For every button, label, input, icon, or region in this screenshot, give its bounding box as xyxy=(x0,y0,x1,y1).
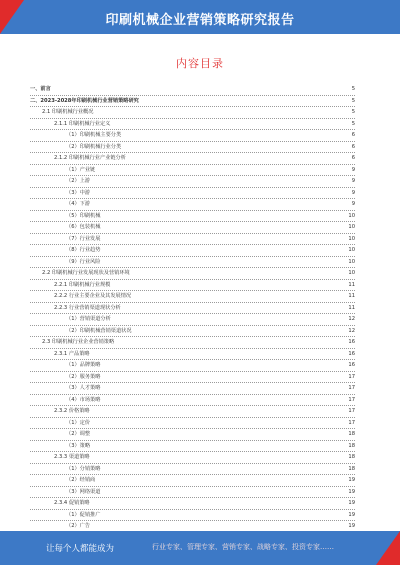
toc-entry-page: 10 xyxy=(347,257,355,268)
toc-entry-page: 17 xyxy=(347,372,355,383)
toc-entry-label: （4）市场策略 xyxy=(66,395,101,406)
toc-entry-label: 2.3.2 价格策略 xyxy=(54,406,91,417)
toc-entry[interactable] xyxy=(30,498,355,510)
toc-entry-label: 2.1 印刷机械行业概况 xyxy=(42,107,94,118)
toc-entry-label: （2）服务策略 xyxy=(66,372,101,383)
toc-entry[interactable] xyxy=(30,268,355,280)
toc-entry-page: 11 xyxy=(347,280,355,291)
toc-entry-page: 5 xyxy=(351,96,355,107)
toc-entry[interactable] xyxy=(30,395,355,407)
toc-entry-page: 19 xyxy=(347,510,355,521)
toc-entry-label: （1）营销渠道分析 xyxy=(66,314,112,325)
toc-entry-page: 10 xyxy=(347,222,355,233)
toc-entry[interactable] xyxy=(30,303,355,315)
toc-entry[interactable] xyxy=(30,314,355,326)
toc-entry[interactable] xyxy=(30,199,355,211)
toc-entry-label: 2.1.2 印刷机械行业产业链分析 xyxy=(54,153,127,164)
toc-entry[interactable] xyxy=(30,475,355,487)
toc-entry-page: 18 xyxy=(347,441,355,452)
toc-entry-label: （2）经销商 xyxy=(66,475,96,486)
toc-entry-label: （1）定价 xyxy=(66,418,91,429)
toc-entry[interactable] xyxy=(30,349,355,361)
toc-entry-label: 2.3 印刷机械行业企业营销策略 xyxy=(42,337,115,348)
toc-entry-label: （2）调整 xyxy=(66,429,91,440)
toc-entry-label: （3）策略 xyxy=(66,441,91,452)
toc-entry-page: 9 xyxy=(351,199,355,210)
toc-entry-page: 5 xyxy=(351,84,355,95)
toc-entry[interactable] xyxy=(30,418,355,430)
toc-entry[interactable] xyxy=(30,130,355,142)
toc-entry-label: （1）促销推广 xyxy=(66,510,101,521)
toc-entry-page: 18 xyxy=(347,464,355,475)
toc-entry[interactable] xyxy=(30,142,355,154)
toc-entry-page: 12 xyxy=(347,314,355,325)
toc-entry-page: 5 xyxy=(351,119,355,130)
toc-entry-page: 19 xyxy=(347,521,355,532)
toc-entry-page: 16 xyxy=(347,349,355,360)
footer-slogan: 让每个人都能成为 xyxy=(46,544,115,554)
toc-entry-label: 2.3.3 渠道策略 xyxy=(54,452,91,463)
toc-entry-label: 一、前言 xyxy=(30,84,52,95)
toc-entry-page: 17 xyxy=(347,406,355,417)
table-of-contents xyxy=(30,84,355,544)
toc-entry[interactable] xyxy=(30,441,355,453)
toc-entry-label: 二、2023-2028年印刷机械行业营销策略研究 xyxy=(30,96,140,107)
toc-entry-label: （1）分销策略 xyxy=(66,464,101,475)
toc-entry[interactable] xyxy=(30,406,355,418)
toc-entry-label: （2）上游 xyxy=(66,176,91,187)
toc-entry-label: （6）包装机械 xyxy=(66,222,101,233)
toc-entry-page: 10 xyxy=(347,211,355,222)
toc-heading: 内容目录 xyxy=(176,57,224,70)
toc-entry-page: 16 xyxy=(347,360,355,371)
toc-entry-label: （1）印刷机械主要分类 xyxy=(66,130,122,141)
toc-entry[interactable] xyxy=(30,257,355,269)
header-banner xyxy=(0,0,400,34)
toc-entry[interactable] xyxy=(30,429,355,441)
toc-entry-page: 19 xyxy=(347,487,355,498)
footer-red-triangle xyxy=(376,531,400,565)
toc-entry-page: 6 xyxy=(351,142,355,153)
toc-entry[interactable] xyxy=(30,487,355,499)
toc-entry-page: 17 xyxy=(347,383,355,394)
toc-entry-page: 18 xyxy=(347,429,355,440)
toc-entry[interactable] xyxy=(30,107,355,119)
toc-entry-label: （8）行业趋势 xyxy=(66,245,101,256)
toc-entry-label: （2）广告 xyxy=(66,521,91,532)
toc-entry-page: 18 xyxy=(347,452,355,463)
toc-entry-page: 9 xyxy=(351,165,355,176)
toc-entry-page: 10 xyxy=(347,245,355,256)
toc-entry-label: 2.2 印刷机械行业发展现状及营销环境 xyxy=(42,268,131,279)
toc-entry[interactable] xyxy=(30,245,355,257)
toc-entry[interactable] xyxy=(30,176,355,188)
toc-entry-label: 2.3.4 促销策略 xyxy=(54,498,91,509)
toc-entry[interactable] xyxy=(30,211,355,223)
toc-entry-label: （3）网络渠道 xyxy=(66,487,101,498)
toc-entry[interactable] xyxy=(30,337,355,349)
toc-entry-page: 19 xyxy=(347,498,355,509)
toc-entry-label: （3）人才策略 xyxy=(66,383,101,394)
toc-entry-label: （4）下游 xyxy=(66,199,91,210)
toc-entry[interactable] xyxy=(30,360,355,372)
toc-entry[interactable] xyxy=(30,222,355,234)
toc-entry-page: 17 xyxy=(347,418,355,429)
toc-entry[interactable] xyxy=(30,383,355,395)
toc-entry-label: 2.1.1 印刷机械行业定义 xyxy=(54,119,111,130)
toc-entry-page: 6 xyxy=(351,153,355,164)
toc-entry[interactable] xyxy=(30,119,355,131)
toc-entry[interactable] xyxy=(30,326,355,338)
toc-entry-page: 12 xyxy=(347,326,355,337)
toc-entry[interactable] xyxy=(30,234,355,246)
toc-entry-page: 5 xyxy=(351,107,355,118)
toc-entry[interactable] xyxy=(30,464,355,476)
toc-entry[interactable] xyxy=(30,372,355,384)
toc-entry-page: 17 xyxy=(347,395,355,406)
footer-roles: 行业专家、管理专家、营销专家、战略专家、投资专家…… xyxy=(152,543,334,551)
toc-entry-page: 9 xyxy=(351,176,355,187)
toc-entry[interactable] xyxy=(30,280,355,292)
toc-entry-label: （2）印刷机械营销渠道状况 xyxy=(66,326,133,337)
toc-entry-label: （5）印刷机械 xyxy=(66,211,101,222)
toc-entry-label: （3）中游 xyxy=(66,188,91,199)
toc-entry-page: 16 xyxy=(347,337,355,348)
toc-entry-label: 2.2.1 印刷机械行业规模 xyxy=(54,280,111,291)
toc-entry-page: 11 xyxy=(347,303,355,314)
toc-entry-page: 10 xyxy=(347,268,355,279)
toc-entry-page: 19 xyxy=(347,475,355,486)
toc-entry-label: 2.2.3 行业营销渠道现状分析 xyxy=(54,303,122,314)
toc-entry-label: （1）品牌策略 xyxy=(66,360,101,371)
toc-entry[interactable] xyxy=(30,84,355,96)
report-title: 印刷机械企业营销策略研究报告 xyxy=(105,13,295,28)
toc-entry-label: （1）产业链 xyxy=(66,165,96,176)
toc-entry-page: 9 xyxy=(351,188,355,199)
footer-banner xyxy=(0,531,400,565)
toc-entry-page: 11 xyxy=(347,291,355,302)
toc-entry-label: 2.3.1 产品策略 xyxy=(54,349,91,360)
toc-entry-label: （9）行业风险 xyxy=(66,257,101,268)
toc-entry[interactable] xyxy=(30,153,355,165)
toc-entry-label: 2.2.2 行业主要企业及其发展情况 xyxy=(54,291,132,302)
toc-entry[interactable] xyxy=(30,452,355,464)
toc-entry[interactable] xyxy=(30,510,355,522)
toc-entry[interactable] xyxy=(30,188,355,200)
toc-entry[interactable] xyxy=(30,291,355,303)
toc-entry[interactable] xyxy=(30,96,355,108)
toc-entry-label: （7）行业发展 xyxy=(66,234,101,245)
toc-entry-page: 6 xyxy=(351,130,355,141)
toc-entry-label: （2）印刷机械行业分类 xyxy=(66,142,122,153)
toc-entry-page: 10 xyxy=(347,234,355,245)
toc-entry[interactable] xyxy=(30,165,355,177)
